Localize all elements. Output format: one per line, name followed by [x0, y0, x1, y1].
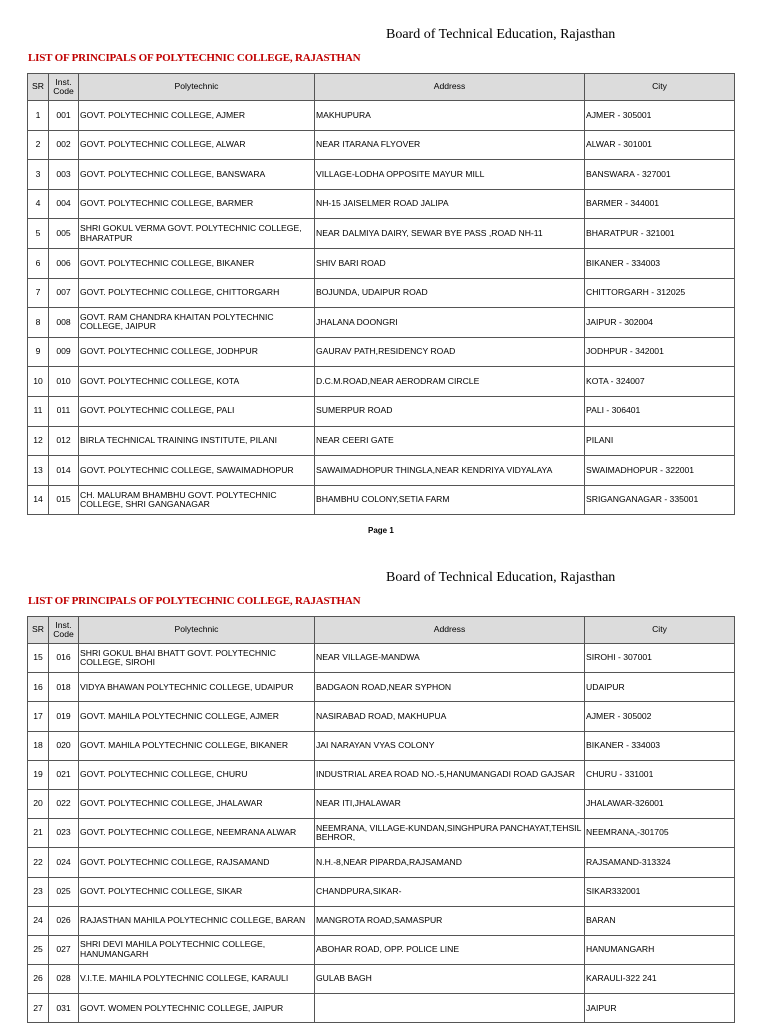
city-cell: PILANI	[585, 426, 735, 456]
inst-code-cell: 002	[49, 130, 79, 160]
polytechnic-cell: GOVT. MAHILA POLYTECHNIC COLLEGE, AJMER	[79, 702, 315, 731]
table-row	[28, 644, 735, 673]
polytechnic-cell: GOVT. POLYTECHNIC COLLEGE, SAWAIMADHOPUR	[79, 456, 315, 486]
sr-cell: 2	[28, 130, 49, 160]
sr-cell: 8	[28, 308, 49, 338]
table-row	[28, 189, 735, 219]
address-cell: NEAR DALMIYA DAIRY, SEWAR BYE PASS ,ROAD NH-11	[315, 219, 585, 249]
polytechnic-cell: GOVT. POLYTECHNIC COLLEGE, CHITTORGARH	[79, 278, 315, 308]
city-cell: BARAN	[585, 906, 735, 935]
sr-cell: 10	[28, 367, 49, 397]
sr-cell: 7	[28, 278, 49, 308]
address-cell: GAURAV PATH,RESIDENCY ROAD	[315, 337, 585, 367]
address-cell: NEAR ITI,JHALAWAR	[315, 789, 585, 818]
polytechnic-cell: VIDYA BHAWAN POLYTECHNIC COLLEGE, UDAIPUR	[79, 673, 315, 702]
inst-code-cell: 019	[49, 702, 79, 731]
header-city: City	[585, 617, 735, 644]
address-cell: BOJUNDA, UDAIPUR ROAD	[315, 278, 585, 308]
polytechnic-cell: GOVT. POLYTECHNIC COLLEGE, AJMER	[79, 101, 315, 131]
polytechnic-cell: GOVT. POLYTECHNIC COLLEGE, JODHPUR	[79, 337, 315, 367]
address-cell: JHALANA DOONGRI	[315, 308, 585, 338]
sr-cell: 21	[28, 819, 49, 848]
inst-code-cell: 007	[49, 278, 79, 308]
inst-code-cell: 021	[49, 760, 79, 789]
inst-code-cell: 020	[49, 731, 79, 760]
table-row	[28, 308, 735, 338]
header-polytechnic: Polytechnic	[79, 74, 315, 101]
city-cell: JODHPUR - 342001	[585, 337, 735, 367]
table-row	[28, 426, 735, 456]
address-cell: VILLAGE-LODHA OPPOSITE MAYUR MILL	[315, 160, 585, 190]
address-cell: NEEMRANA, VILLAGE-KUNDAN,SINGHPURA PANCHAYAT,TEHSIL BEHROR,	[315, 819, 585, 848]
principals-table	[27, 616, 735, 1023]
table-row	[28, 673, 735, 702]
board-title: Board of Technical Education, Rajasthan	[386, 27, 616, 42]
sr-cell: 24	[28, 906, 49, 935]
city-cell: BHARATPUR - 321001	[585, 219, 735, 249]
inst-code-cell: 008	[49, 308, 79, 338]
polytechnic-cell: GOVT. POLYTECHNIC COLLEGE, NEEMRANA ALWAR	[79, 819, 315, 848]
polytechnic-cell: GOVT. RAM CHANDRA KHAITAN POLYTECHNIC COLLEGE, JAIPUR	[79, 308, 315, 338]
header-address: Address	[315, 74, 585, 101]
sr-cell: 3	[28, 160, 49, 190]
inst-code-cell: 015	[49, 485, 79, 515]
header-inst-code: Inst. Code	[49, 74, 79, 101]
inst-code-cell: 022	[49, 789, 79, 818]
polytechnic-cell: V.I.T.E. MAHILA POLYTECHNIC COLLEGE, KARAULI	[79, 965, 315, 994]
header-sr: SR	[28, 74, 49, 101]
address-cell: SAWAIMADHOPUR THINGLA,NEAR KENDRIYA VIDYALAYA	[315, 456, 585, 486]
city-cell: BIKANER - 334003	[585, 731, 735, 760]
inst-code-cell: 023	[49, 819, 79, 848]
table-row	[28, 760, 735, 789]
city-cell: KARAULI-322 241	[585, 965, 735, 994]
address-cell: JAI NARAYAN VYAS COLONY	[315, 731, 585, 760]
sr-cell: 22	[28, 848, 49, 877]
table-row	[28, 219, 735, 249]
address-cell: NASIRABAD ROAD, MAKHUPUA	[315, 702, 585, 731]
page-number: Page 1	[368, 526, 394, 535]
table-row	[28, 789, 735, 818]
polytechnic-cell: SHRI GOKUL BHAI BHATT GOVT. POLYTECHNIC COLLEGE, SIROHI	[79, 644, 315, 673]
polytechnic-cell: GOVT. MAHILA POLYTECHNIC COLLEGE, BIKANER	[79, 731, 315, 760]
table-row	[28, 456, 735, 486]
city-cell: CHURU - 331001	[585, 760, 735, 789]
city-cell: BIKANER - 334003	[585, 248, 735, 278]
city-cell: BARMER - 344001	[585, 189, 735, 219]
address-cell: INDUSTRIAL AREA ROAD NO.-5,HANUMANGADI ROAD GAJSAR	[315, 760, 585, 789]
address-cell: SUMERPUR ROAD	[315, 396, 585, 426]
address-cell: NEAR VILLAGE-MANDWA	[315, 644, 585, 673]
city-cell: NEEMRANA,-301705	[585, 819, 735, 848]
sr-cell: 9	[28, 337, 49, 367]
table-row	[28, 731, 735, 760]
inst-code-cell: 011	[49, 396, 79, 426]
sr-cell: 23	[28, 877, 49, 906]
table-row	[28, 337, 735, 367]
polytechnic-cell: GOVT. POLYTECHNIC COLLEGE, BARMER	[79, 189, 315, 219]
city-cell: SIKAR332001	[585, 877, 735, 906]
board-title: Board of Technical Education, Rajasthan	[386, 570, 616, 585]
inst-code-cell: 028	[49, 965, 79, 994]
city-cell: ALWAR - 301001	[585, 130, 735, 160]
sr-cell: 5	[28, 219, 49, 249]
city-cell: CHITTORGARH - 312025	[585, 278, 735, 308]
address-cell: BADGAON ROAD,NEAR SYPHON	[315, 673, 585, 702]
polytechnic-cell: BIRLA TECHNICAL TRAINING INSTITUTE, PILANI	[79, 426, 315, 456]
city-cell: UDAIPUR	[585, 673, 735, 702]
sr-cell: 12	[28, 426, 49, 456]
table-row	[28, 101, 735, 131]
table-row	[28, 994, 735, 1023]
inst-code-cell: 004	[49, 189, 79, 219]
table-row	[28, 935, 735, 964]
sr-cell: 4	[28, 189, 49, 219]
table-row	[28, 160, 735, 190]
polytechnic-cell: GOVT. POLYTECHNIC COLLEGE, RAJSAMAND	[79, 848, 315, 877]
table-row	[28, 848, 735, 877]
sr-cell: 6	[28, 248, 49, 278]
table-row	[28, 877, 735, 906]
city-cell: KOTA - 324007	[585, 367, 735, 397]
sr-cell: 27	[28, 994, 49, 1023]
polytechnic-cell: GOVT. POLYTECHNIC COLLEGE, KOTA	[79, 367, 315, 397]
table-header-row	[28, 74, 735, 101]
polytechnic-cell: GOVT. POLYTECHNIC COLLEGE, BANSWARA	[79, 160, 315, 190]
polytechnic-cell: GOVT. POLYTECHNIC COLLEGE, CHURU	[79, 760, 315, 789]
city-cell: AJMER - 305001	[585, 101, 735, 131]
inst-code-cell: 006	[49, 248, 79, 278]
address-cell: BHAMBHU COLONY,SETIA FARM	[315, 485, 585, 515]
header-inst-code: Inst. Code	[49, 617, 79, 644]
polytechnic-cell: SHRI GOKUL VERMA GOVT. POLYTECHNIC COLLEGE, BHARATPUR	[79, 219, 315, 249]
header-polytechnic: Polytechnic	[79, 617, 315, 644]
table-row	[28, 702, 735, 731]
inst-code-cell: 026	[49, 906, 79, 935]
table-row	[28, 485, 735, 515]
inst-code-cell: 024	[49, 848, 79, 877]
address-cell: NEAR CEERI GATE	[315, 426, 585, 456]
sr-cell: 13	[28, 456, 49, 486]
polytechnic-cell: GOVT. POLYTECHNIC COLLEGE, JHALAWAR	[79, 789, 315, 818]
polytechnic-cell: RAJASTHAN MAHILA POLYTECHNIC COLLEGE, BARAN	[79, 906, 315, 935]
sr-cell: 14	[28, 485, 49, 515]
inst-code-cell: 012	[49, 426, 79, 456]
header-address: Address	[315, 617, 585, 644]
inst-code-cell: 001	[49, 101, 79, 131]
city-cell: HANUMANGARH	[585, 935, 735, 964]
header-sr: SR	[28, 617, 49, 644]
polytechnic-cell: GOVT. POLYTECHNIC COLLEGE, PALI	[79, 396, 315, 426]
city-cell: JAIPUR	[585, 994, 735, 1023]
sr-cell: 25	[28, 935, 49, 964]
inst-code-cell: 016	[49, 644, 79, 673]
inst-code-cell: 009	[49, 337, 79, 367]
polytechnic-cell: GOVT. POLYTECHNIC COLLEGE, ALWAR	[79, 130, 315, 160]
table-row	[28, 396, 735, 426]
address-cell: CHANDPURA,SIKAR-	[315, 877, 585, 906]
inst-code-cell: 027	[49, 935, 79, 964]
address-cell	[315, 994, 585, 1023]
city-cell: PALI - 306401	[585, 396, 735, 426]
table-row	[28, 367, 735, 397]
sr-cell: 20	[28, 789, 49, 818]
sr-cell: 1	[28, 101, 49, 131]
address-cell: GULAB BAGH	[315, 965, 585, 994]
city-cell: BANSWARA - 327001	[585, 160, 735, 190]
inst-code-cell: 025	[49, 877, 79, 906]
inst-code-cell: 031	[49, 994, 79, 1023]
polytechnic-cell: GOVT. POLYTECHNIC COLLEGE, SIKAR	[79, 877, 315, 906]
city-cell: RAJSAMAND-313324	[585, 848, 735, 877]
address-cell: NH-15 JAISELMER ROAD JALIPA	[315, 189, 585, 219]
polytechnic-cell: CH. MALURAM BHAMBHU GOVT. POLYTECHNIC COLLEGE, SHRI GANGANAGAR	[79, 485, 315, 515]
city-cell: JHALAWAR-326001	[585, 789, 735, 818]
table-row	[28, 248, 735, 278]
inst-code-cell: 010	[49, 367, 79, 397]
table-header-row	[28, 617, 735, 644]
sr-cell: 15	[28, 644, 49, 673]
city-cell: SWAIMADHOPUR - 322001	[585, 456, 735, 486]
address-cell: ABOHAR ROAD, OPP. POLICE LINE	[315, 935, 585, 964]
sr-cell: 11	[28, 396, 49, 426]
table-row	[28, 906, 735, 935]
sr-cell: 18	[28, 731, 49, 760]
polytechnic-cell: SHRI DEVI MAHILA POLYTECHNIC COLLEGE, HANUMANGARH	[79, 935, 315, 964]
address-cell: MANGROTA ROAD,SAMASPUR	[315, 906, 585, 935]
address-cell: D.C.M.ROAD,NEAR AERODRAM CIRCLE	[315, 367, 585, 397]
inst-code-cell: 005	[49, 219, 79, 249]
polytechnic-cell: GOVT. WOMEN POLYTECHNIC COLLEGE, JAIPUR	[79, 994, 315, 1023]
list-title: LIST OF PRINCIPALS OF POLYTECHNIC COLLEGE, RAJASTHAN	[28, 52, 361, 64]
polytechnic-cell: GOVT. POLYTECHNIC COLLEGE, BIKANER	[79, 248, 315, 278]
list-title: LIST OF PRINCIPALS OF POLYTECHNIC COLLEGE, RAJASTHAN	[28, 595, 361, 607]
city-cell: AJMER - 305002	[585, 702, 735, 731]
table-row	[28, 965, 735, 994]
city-cell: SIROHI - 307001	[585, 644, 735, 673]
sr-cell: 19	[28, 760, 49, 789]
address-cell: NEAR ITARANA FLYOVER	[315, 130, 585, 160]
city-cell: SRIGANGANAGAR - 335001	[585, 485, 735, 515]
inst-code-cell: 014	[49, 456, 79, 486]
inst-code-cell: 003	[49, 160, 79, 190]
city-cell: JAIPUR - 302004	[585, 308, 735, 338]
table-row	[28, 130, 735, 160]
address-cell: N.H.-8,NEAR PIPARDA,RAJSAMAND	[315, 848, 585, 877]
sr-cell: 26	[28, 965, 49, 994]
table-row	[28, 819, 735, 848]
header-city: City	[585, 74, 735, 101]
principals-table	[27, 73, 735, 515]
address-cell: SHIV BARI ROAD	[315, 248, 585, 278]
sr-cell: 17	[28, 702, 49, 731]
table-row	[28, 278, 735, 308]
inst-code-cell: 018	[49, 673, 79, 702]
address-cell: MAKHUPURA	[315, 101, 585, 131]
sr-cell: 16	[28, 673, 49, 702]
